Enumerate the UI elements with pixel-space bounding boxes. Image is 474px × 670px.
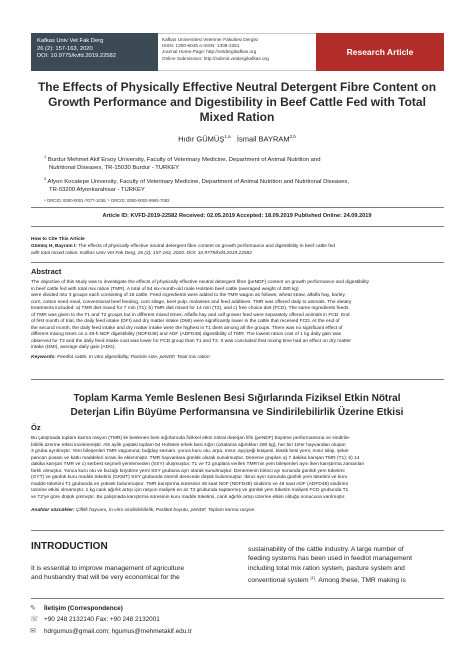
author-sup: 2,b [289, 134, 296, 139]
intro-line: feeding systems has been used in feedlot management [248, 555, 412, 563]
keywords-text: Feedlot cattle, In vitro digestibility, Particle size, peNDF, Total mix ration [55, 355, 210, 360]
abstract-line: in beef cattle fed with total mix ration (TMR). A total of 54 six-month-old male Holstein beef cattle (averaged weight of 280 kg) [31, 286, 299, 292]
oz-line: üzerine etkisi olmamıştır. 1 kg canlı ağırlık artışı için rasyon maliyeti en az T2 grubunda saptanmış ve günlük yem tüketim maliyeti FCD grubunda T1 [31, 488, 349, 494]
affiliation-line: TR-03200 Afyonkarahisar - TURKEY [49, 186, 145, 193]
intro-line: sustainability of the cattle industry. A large number of [248, 546, 404, 553]
article-meta: Article ID: KVFD-2019-22582 Received: 02.05.2019 Accepted: 18.09.2019 Published Online: 24.09.2019 [102, 213, 372, 219]
oz-heading: Öz [31, 423, 41, 432]
correspondence-email[interactable]: hdrgumus@gmail.com; hgumus@mehmetakif.edu.tr [44, 628, 192, 635]
oz-line: ve T2'ye göre düşük çıkmıştır. Bu çalışmada karıştırma süresinin kuru madde tüketimi, canlı ağırlık artışı üzerine etkisi olduğu sonucuna varılmıştır. [31, 494, 346, 500]
abstract-line: observed for T2 and the daily feed intake cost was lower for FCD group than T1 and T2. It was concluded that mixing time had an effect on dry matter [31, 338, 352, 344]
journal-citation-block [31, 33, 158, 71]
oz-line: farklı olmuştur. Yonca kuru otu ve buzağı büyütme yemi SSY grubuna ayrı olarak sunulmuştur. Denemenin birinci ayı sonunda günlük yem tüketimi [31, 468, 345, 474]
correspondence-title: İletişim (Correspondence) [44, 605, 123, 612]
cite-text [31, 244, 443, 257]
title-line: The Effects of Physically Effective Neutral Detergent Fibre Content on [37, 80, 437, 94]
journal-info-line: ISSN: 1300-6045 e-ISSN: 1309-2251 [162, 43, 240, 49]
cite-heading: How to Cite This Article [31, 237, 85, 242]
paper-title [36, 80, 438, 125]
author-name: Hıdır GÜMÜŞ [178, 134, 225, 144]
oz-line: dakika karışan TMR ve c) serbest seçmeli yemlemeden (SSY) oluşmuştur. T1 ve T2 gruplara verilen TMR'nin yem bileşenleri aynı iken karıştırma zamanları [31, 462, 365, 468]
abstract-line: of TMR was given to the T1 and T2 groups but in different mixed times. Alfalfa hay and calf grower feed were separately offered animals in FCD. End [31, 312, 350, 318]
affiliation-line: Burdur Mehmet Akif Ersoy University, Faculty of Veterinary Medicine, Department of Animal Nutrition and [47, 156, 321, 163]
intro-line: and husbandry that will be very economical for the [31, 574, 180, 582]
phone-icon: ☏ [30, 616, 39, 623]
citation-ref[interactable]: [1] [310, 574, 315, 580]
orcid-line: ᵃ ORCID: 0000-0001-7077-1036; ᵇ ORCID: 0000-0002-9993-7092 [44, 198, 170, 203]
abstract-line: intake (DMI), average daily gain (ADG). [31, 345, 116, 351]
divider [31, 226, 444, 227]
pen-icon: ✎ [30, 605, 36, 612]
turkish-title-line: Deterjan Lifin Büyüme Performansına ve Sindirilebilirlik Üzerine Etkisi [70, 407, 404, 418]
affiliation-line: Nutritional Diseases, TR-15030 Burdur - TURKEY [49, 164, 180, 171]
journal-info-line: Journal Home-Page: http://vetdergikafkas.org [162, 49, 257, 55]
oz-line: pancarı posası ve katkı maddeleri sırası ile eklenmiştir. TMR hayvanlara günlük olarak sunulmuştur. Deneme grupları a) 7 dakika karışan TMR (T1); b) 14 [31, 455, 360, 461]
journal-info-line: Online Submission: http://submit.vetdergikafkas.org [162, 55, 269, 61]
divider [31, 207, 444, 208]
abstract-line: The objective of this study was to investigate the effects of physically effective neutral detergent fibre (peNDF) content on growth performance and digestibility [31, 280, 369, 285]
keywords [31, 355, 444, 360]
author-name: İsmail BAYRAM [236, 134, 290, 144]
affiliation [44, 153, 444, 172]
keywords-label: Anahtar sözcükler: [31, 508, 75, 513]
journal-info-block [158, 33, 316, 71]
turkish-title-line: Toplam Karma Yemle Beslenen Besi Sığırlarında Fiziksel Etkin Nötral [73, 393, 401, 404]
keywords-text: Çiftlik hayvanı, İn vitro sindirilebilirlik, Partikül boyutu, peNDF, Toplam karma rasyon [74, 508, 255, 513]
cite-text-line: The effects of physically effective neutral detergent fibre content on growth performance and digestibility in beef cattle fed [76, 244, 335, 249]
oz-line: 3 gruba ayrılmıştır. Yem bileşenleri TMR vagonuna; buğday samanı, yonca kuru otu, arpa, mısır, ayçiçeği küspesi, klasik besi yemi, mısır silajı, şeker [31, 449, 349, 455]
affiliation [44, 175, 444, 194]
oz-line: bilirlik üzerine etkisi incelenmiştir. Altı aylık yaştaki toplam 54 Holstein erkek besi sığırı (ortalama ağırlıkları 280 kg), her biri 18'er hayvandan oluşan [31, 442, 346, 448]
author-list [0, 134, 474, 144]
abstract-line: corn, cotton seed meal, conventional beef feeding, corn silage, beet pulp, molasses and feed additives. TMR was offered daily to animals. The dietary [31, 299, 352, 305]
intro-left-column [31, 564, 227, 583]
affiliation-line: Afyon Kocatepe University, Faculty of Veterinary Medicine, Department of Animal Nutrition and Nutritional Diseases, [47, 178, 349, 185]
anahtar-sozcukler [31, 508, 444, 513]
divider [31, 379, 444, 380]
oz-line: (GYT) ve günlük kuru madde tüketimi (GKMT) SSY grubunda önemli derecede düşük bulunmuştur. İkinci ayın sonunda günlük yem tüketimi ve kuru [31, 475, 348, 481]
journal-line: DOI: 10.9775/kvfd.2019.22582 [37, 53, 116, 60]
journal-header [31, 33, 444, 71]
cite-text-line: with total mixed ration. Kafkas Univ Vet Fak Derg, 26 (2): 157-163, 2020. DOI: 10.9775/kvfd.2019.22582 [31, 250, 252, 256]
affiliation-sup: 1 [44, 154, 47, 159]
title-line: Growth Performance and Digestibility in Beef Cattle Fed with Total [48, 95, 426, 109]
abstract-line: of first month of trial, the daily feed intake (DFI) and dry matter intake (DMI) were significantly lower in the cattle that received FCD. At the end of [31, 319, 340, 325]
journal-line: 26 (2): 157-163, 2020 [37, 45, 93, 52]
divider [31, 262, 444, 263]
author-sup: 1,a [224, 134, 231, 139]
intro-text: conventional system [248, 577, 311, 585]
abstract-line: the second month, the daily feed intake and dry matter intake were the highest in T1 diets among all the groups. There was no significant effect of [31, 325, 343, 331]
abstract-line: treatments included: a) TMR diet mixed for 7 min (T1); b) TMR diet mixed for 14 min (T2), and c) free choice diet (FCD). The same ingredients feeds [31, 306, 349, 312]
journal-info-line: Kafkas Universitesi Veteriner Fakultesi Dergisi [162, 37, 258, 42]
divider [31, 530, 444, 531]
mail-icon: ✉ [30, 628, 36, 635]
intro-line: It is essential to improve management of agriculture [31, 565, 185, 572]
journal-line: Kafkas Univ Vet Fak Derg [37, 38, 104, 44]
abstract-body [31, 280, 444, 352]
oz-body [31, 436, 444, 501]
affiliation-sup: 2 [44, 176, 47, 181]
turkish-title [36, 392, 438, 420]
keywords-label: Keywords: [31, 355, 56, 360]
intro-right-column [248, 545, 444, 585]
abstract-heading: Abstract [31, 267, 62, 276]
abstract-line: different mixing times on ≥ 48-h NDF digestibility (NDFD48) and ADF (ADFD48) digestibility of TMR. The lowest ration cost of 1 kg daily gain was [31, 332, 342, 338]
cite-authors: Gümüş H, Bayram İ: [31, 244, 77, 249]
article-type-badge: Research Article [316, 33, 444, 71]
intro-text: . Among these, TMR making is [314, 577, 406, 585]
abstract-line: were divided into 3 groups each consisting of 18 cattle. Feed ingredients were added to the TMR wagon as follows; wheat straw, alfalfa hay, barley, [31, 293, 346, 299]
introduction-heading: INTRODUCTION [31, 541, 108, 552]
intro-line: including total mix ration system, pasture system and [248, 564, 405, 572]
correspondence-phone: +90 248 2132140 Fax: +90 248 2132001 [44, 616, 160, 623]
title-line: Mixed Ration [199, 110, 275, 124]
oz-line: Bu çalışmada toplam karma rasyon (TMR) ile beslenen besi sığırlarında fiziksel etkin nötral deterjan lifin (peNDF) büyüme performansına ve sindirile- [31, 436, 351, 441]
oz-line: madde tüketimi T1 grubunda en yüksek bulunmuştur. TMR karıştırma süresinin 48 saat NDF (NDFD48) sindirimi ve 48 saat ADF (ADFD48) sindirimi [31, 481, 348, 487]
